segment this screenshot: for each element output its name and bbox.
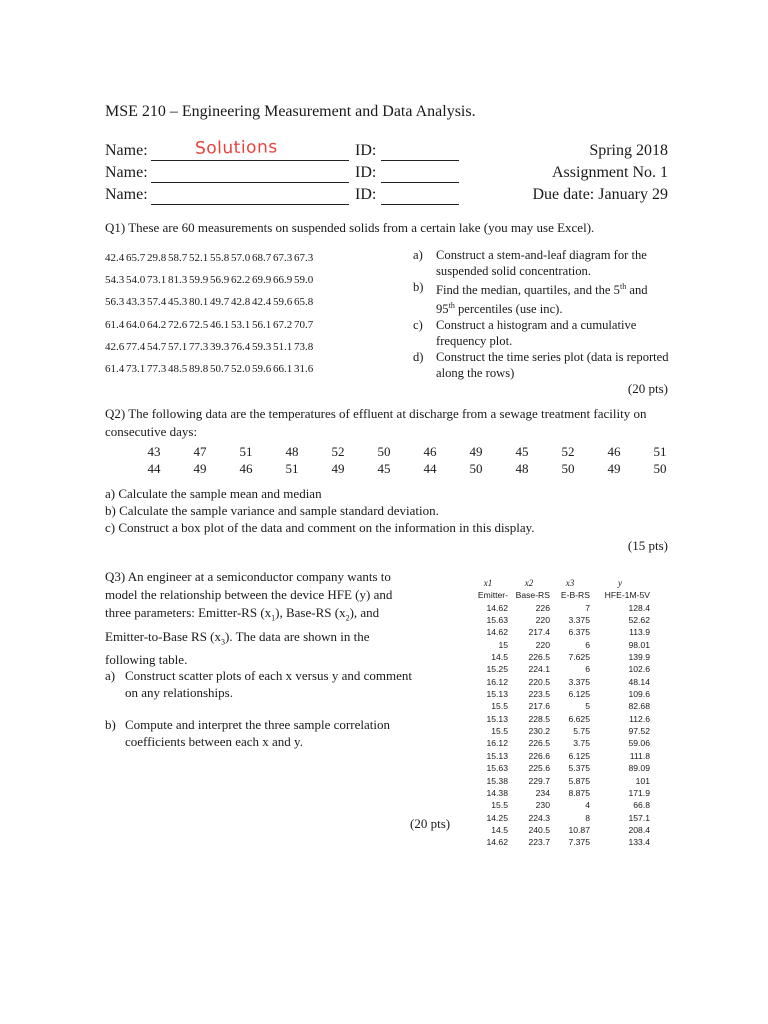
- temp-value: 50: [469, 461, 483, 476]
- id-label-1: ID:: [355, 142, 377, 159]
- table-cell: 15: [498, 639, 508, 650]
- table-col-header: Emitter- Base-RS E-B-RS HFE-1M-5V: [477, 590, 650, 601]
- temp-value: 48: [515, 461, 529, 476]
- table-cell: 3.75: [573, 738, 590, 749]
- table-cell: 7.625: [568, 652, 590, 663]
- table-cell: 217.4: [528, 627, 550, 638]
- table-cell: 15.13: [486, 713, 508, 724]
- temp-value: 43: [147, 444, 161, 459]
- temp-value: 49: [607, 461, 621, 476]
- temp-value: 49: [193, 461, 207, 476]
- table-cell: 112.6: [629, 713, 650, 724]
- table-cell: 230: [535, 800, 550, 811]
- table-cell: 16.12: [486, 676, 508, 687]
- q1-part-c: c) Construct a histogram and a cumulative frequency plot.: [413, 318, 637, 349]
- table-cell: 109.6: [628, 689, 650, 700]
- table-cell: 224.3: [528, 812, 550, 823]
- temp-value: 50: [377, 444, 391, 459]
- q2-prompt: Q2) The following data are the temperatures of effluent at discharge from a sewage treatment facility on consecutive days:: [105, 406, 647, 439]
- temp-value: 46: [607, 444, 621, 459]
- table-row: [468, 824, 650, 836]
- course-title: MSE 210 – Engineering Measurement and Data Analysis.: [105, 103, 476, 120]
- q1-data-block: [105, 247, 313, 380]
- name-label-1: Name:: [105, 142, 148, 159]
- table-cell: 171.9: [628, 787, 650, 798]
- table-cell: 15.25: [486, 664, 508, 675]
- q1-data-row: 42.4 65.7 29.8 58.7 52.1 55.8 57.0 68.7 67.3 67.3: [105, 252, 314, 264]
- q2-part-c: c) Construct a box plot of the data and comment on the information in this display.: [105, 520, 535, 535]
- q1-part-a: a) Construct a stem-and-leaf diagram for the suspended solid concentration.: [413, 248, 647, 278]
- table-cell: 7.375: [568, 837, 590, 848]
- table-cell: 229.7: [528, 775, 550, 786]
- name-line-3[interactable]: [151, 204, 349, 205]
- temp-value: 45: [515, 444, 529, 459]
- table-row: [468, 750, 650, 762]
- name-line-1[interactable]: [151, 160, 349, 161]
- table-row: [468, 614, 650, 626]
- temp-value: 51: [285, 461, 299, 476]
- q3-points: (20 pts): [410, 816, 451, 831]
- table-cell: 3.375: [568, 676, 590, 687]
- table-cell: 223.5: [528, 689, 550, 700]
- q1-points: (20 pts): [627, 381, 668, 396]
- temp-value: 50: [561, 461, 575, 476]
- table-cell: 223.7: [528, 837, 550, 848]
- q3-part-a: a) Construct scatter plots of each x versus y and comment on any relationships.: [105, 668, 413, 700]
- table-cell: 15.63: [486, 763, 508, 774]
- table-cell: 5.375: [568, 763, 590, 774]
- q3-prompt: Q3) An engineer at a semiconductor company wants to model the relationship between the device HFE (y) and three parameters: Emitter-RS $(x_1)$, Base-RS $(x_2)$, and Emitter-to-Base RS $(x_3)$. The data are shown in the following table.: [105, 569, 393, 668]
- handwritten-name: Solutions: [194, 137, 278, 159]
- table-row: [468, 602, 650, 614]
- table-cell: 8.875: [568, 787, 590, 798]
- assignment-number: Assignment No. 1: [552, 164, 668, 181]
- table-cell: 139.9: [628, 652, 650, 663]
- q1-data-row: 61.4 73.1 77.3 48.5 89.8 50.7 52.0 59.6 66.1 31.6: [105, 363, 314, 376]
- table-cell: 228.5: [528, 713, 550, 724]
- table-var-header: x1 x2 x3 y: [483, 578, 622, 588]
- id-line-1[interactable]: [381, 160, 459, 161]
- table-cell: 14.25: [486, 812, 508, 823]
- id-line-2[interactable]: [381, 182, 459, 183]
- table-cell: 111.8: [629, 750, 650, 761]
- table-cell: 15.5: [491, 800, 508, 811]
- table-cell: 133.4: [628, 837, 650, 848]
- table-cell: 157.1: [628, 812, 650, 823]
- table-row: [468, 787, 650, 799]
- q2-part-b: b) Calculate the sample variance and sample standard deviation.: [105, 503, 439, 518]
- table-cell: 230.2: [528, 726, 550, 737]
- table-cell: 14.62: [486, 837, 508, 848]
- id-label-2: ID:: [355, 164, 377, 181]
- temp-value: 49: [469, 444, 483, 459]
- table-cell: 10.87: [568, 824, 590, 835]
- table-cell: 14.62: [486, 602, 508, 613]
- table-row: [468, 737, 650, 749]
- temp-value: 49: [331, 461, 345, 476]
- table-cell: 101: [635, 775, 650, 786]
- table-cell: 52.62: [628, 615, 650, 626]
- table-cell: 8: [585, 812, 590, 823]
- table-cell: 15.38: [486, 775, 508, 786]
- table-row: [468, 700, 650, 712]
- table-cell: 217.6: [528, 701, 550, 712]
- table-cell: 5.75: [573, 726, 590, 737]
- name-label-3: Name:: [105, 186, 148, 203]
- table-cell: 98.01: [628, 639, 650, 650]
- table-cell: 4: [585, 800, 590, 811]
- temp-value: 44: [147, 461, 161, 476]
- q1-data-row: 54.3 54.0 73.1 81.3 59.9 56.9 62.2 69.9 66.9 59.0: [105, 274, 314, 287]
- table-cell: 14.62: [486, 627, 508, 638]
- table-row: [468, 725, 650, 737]
- table-cell: 226: [535, 602, 550, 613]
- temp-value: 52: [331, 444, 345, 459]
- table-cell: 66.8: [633, 800, 650, 811]
- table-cell: 208.4: [628, 824, 650, 835]
- due-date: Due date: January 29: [532, 186, 668, 203]
- q1-part-b: b) Find the median, quartiles, and the 5th and 95th percentiles (use inc).: [413, 280, 648, 317]
- table-row: [468, 651, 650, 663]
- table-row: [468, 688, 650, 700]
- table-cell: 113.9: [629, 627, 650, 638]
- table-row: [468, 676, 650, 688]
- table-cell: 220: [535, 615, 550, 626]
- table-cell: 6.125: [568, 750, 590, 761]
- table-cell: 16.12: [486, 738, 508, 749]
- name-label-2: Name:: [105, 164, 148, 181]
- table-cell: 6: [585, 639, 590, 650]
- table-cell: 5: [585, 701, 590, 712]
- table-cell: 15.5: [491, 726, 508, 737]
- q2-parts: [105, 485, 535, 536]
- table-cell: 226.6: [528, 750, 550, 761]
- table-row: [468, 799, 650, 811]
- table-cell: 6: [585, 664, 590, 675]
- q1-part-d: d) Construct the time series plot (data is reported along the rows): [413, 350, 669, 381]
- table-cell: 89.09: [628, 763, 650, 774]
- table-cell: 234: [535, 787, 550, 798]
- table-cell: 97.52: [628, 726, 650, 737]
- table-row: [468, 836, 650, 848]
- table-row: [468, 626, 650, 638]
- q1-data-row: 56.3 43.3 57.4 45.3 80.1 49.7 42.8 42.4 59.6 65.8: [105, 296, 314, 309]
- id-label-3: ID:: [355, 186, 377, 203]
- table-cell: 15.13: [486, 689, 508, 700]
- table-cell: 15.5: [491, 701, 508, 712]
- table-cell: 15.13: [486, 750, 508, 761]
- temp-value: 51: [239, 444, 253, 459]
- table-cell: 240.5: [528, 824, 550, 835]
- table-row: [468, 762, 650, 774]
- term: Spring 2018: [589, 142, 668, 159]
- table-cell: 14.5: [491, 652, 508, 663]
- q2-temps-row-1: [131, 444, 683, 460]
- q1-parts: [413, 247, 669, 381]
- table-cell: 59.06: [628, 738, 650, 749]
- q2-temps-row-2: [131, 461, 683, 477]
- q2-part-a: a) Calculate the sample mean and median: [105, 486, 322, 501]
- table-row: [468, 812, 650, 824]
- temp-value: 44: [423, 461, 437, 476]
- table-cell: 225.6: [528, 763, 550, 774]
- table-row: [468, 713, 650, 725]
- q1-prompt: Q1) These are 60 measurements on suspended solids from a certain lake (you may use Excel).: [105, 220, 595, 235]
- temp-value: 48: [285, 444, 299, 459]
- temp-value: 46: [423, 444, 437, 459]
- temp-value: 47: [193, 444, 207, 459]
- table-cell: 224.1: [528, 664, 550, 675]
- table-cell: 82.68: [628, 701, 650, 712]
- table-cell: 6.625: [568, 713, 590, 724]
- q1-data-row: 61.4 64.0 64.2 72.6 72.5 46.1 53.1 56.1 67.2 70.7: [105, 318, 314, 331]
- temp-value: 46: [239, 461, 253, 476]
- table-row: [468, 663, 650, 675]
- temp-value: 51: [653, 444, 667, 459]
- table-cell: 5.875: [568, 775, 590, 786]
- temp-value: 52: [561, 444, 575, 459]
- table-cell: 102.6: [628, 664, 650, 675]
- table-cell: 15.63: [486, 615, 508, 626]
- table-cell: 6.375: [568, 627, 590, 638]
- q2-points: (15 pts): [627, 538, 668, 553]
- table-cell: 14.38: [486, 787, 508, 798]
- table-cell: 6.125: [568, 689, 590, 700]
- table-cell: 14.5: [491, 824, 508, 835]
- table-row: [468, 775, 650, 787]
- table-cell: 220.5: [528, 676, 550, 687]
- name-line-2[interactable]: [151, 182, 349, 183]
- temp-value: 50: [653, 461, 667, 476]
- table-row: [468, 639, 650, 651]
- table-cell: 226.5: [528, 652, 550, 663]
- id-line-3[interactable]: [381, 204, 459, 205]
- q3-part-b: b) Compute and interpret the three sample correlation coefficients between each x and y.: [105, 717, 390, 749]
- table-cell: 226.5: [528, 738, 550, 749]
- q3-data-table: [468, 577, 650, 849]
- table-cell: 3.375: [568, 615, 590, 626]
- temp-value: 45: [377, 461, 391, 476]
- q1-data-row: 42.6 77.4 54.7 57.1 77.3 39.3 76.4 59.3 51.1 73.8: [105, 340, 314, 353]
- table-cell: 7: [585, 602, 590, 613]
- table-cell: 128.4: [628, 602, 650, 613]
- table-cell: 220: [535, 639, 550, 650]
- table-cell: 48.14: [628, 676, 650, 687]
